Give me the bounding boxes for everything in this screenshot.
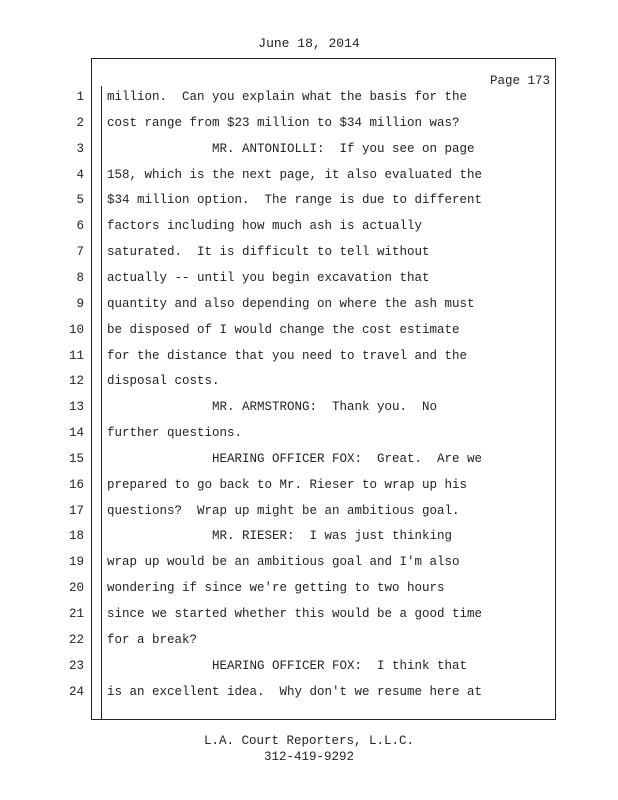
line-text: wondering if since we're getting to two hours — [107, 581, 445, 596]
transcript-line — [0, 426, 618, 452]
transcript-line — [0, 219, 618, 245]
line-number: 8 — [76, 270, 84, 285]
line-text: wrap up would be an ambitious goal and I'm also — [107, 555, 460, 570]
line-number: 10 — [68, 322, 84, 337]
transcript-line — [0, 633, 618, 659]
line-number: 18 — [68, 529, 84, 544]
transcript-line — [0, 271, 618, 297]
line-text: saturated. It is difficult to tell without — [107, 245, 430, 260]
line-text: prepared to go back to Mr. Rieser to wrap up his — [107, 477, 468, 492]
transcript-line — [0, 168, 618, 194]
line-number: 11 — [68, 348, 84, 363]
page-number: Page 173 — [489, 74, 550, 88]
line-number: 3 — [76, 141, 84, 156]
line-text: is an excellent idea. Why don't we resume here at — [107, 684, 483, 699]
transcript-line — [0, 478, 618, 504]
transcript-line — [0, 452, 618, 478]
line-text: MR. RIESER: I was just thinking — [107, 529, 453, 544]
line-number: 15 — [68, 451, 84, 466]
line-number: 21 — [68, 607, 84, 621]
line-text: MR. ARMSTRONG: Thank you. No — [107, 400, 438, 415]
transcript-line — [0, 555, 618, 581]
line-number: 22 — [68, 632, 84, 647]
line-text: be disposed of I would change the cost estimate — [107, 322, 460, 337]
line-number: 24 — [68, 684, 84, 699]
line-number: 7 — [76, 245, 84, 260]
transcript-line — [0, 297, 618, 323]
line-text: HEARING OFFICER FOX: I think that — [107, 658, 468, 673]
line-text: factors including how much ash is actually — [107, 219, 423, 234]
transcript-line — [0, 245, 618, 271]
line-number: 12 — [68, 374, 84, 389]
transcript-line — [0, 116, 618, 142]
line-number: 17 — [68, 503, 84, 518]
line-number: 16 — [68, 477, 84, 492]
line-text: actually -- until you begin excavation that — [107, 270, 430, 285]
line-number: 6 — [76, 219, 84, 234]
line-text: 158, which is the next page, it also evaluated the — [107, 167, 483, 182]
transcript-line — [0, 90, 618, 116]
line-text: questions? Wrap up might be an ambitious goal. — [107, 503, 460, 518]
line-text: million. Can you explain what the basis for the — [107, 90, 468, 104]
line-text: $34 million option. The range is due to different — [107, 193, 483, 208]
line-text: since we started whether this would be a good time — [107, 607, 483, 621]
transcript-line — [0, 607, 618, 633]
line-number: 20 — [68, 581, 84, 596]
line-number: 9 — [76, 296, 84, 311]
line-text: HEARING OFFICER FOX: Great. Are we — [107, 451, 483, 466]
line-number: 1 — [76, 90, 84, 104]
footer — [0, 733, 618, 765]
transcript-line — [0, 581, 618, 607]
line-number: 14 — [68, 426, 84, 441]
line-text: disposal costs. — [107, 374, 220, 389]
transcript-line — [0, 400, 618, 426]
line-text: MR. ANTONIOLLI: If you see on page — [107, 141, 475, 156]
line-text: quantity and also depending on where the ash must — [107, 296, 475, 311]
reporter-phone: 312-419-9292 — [263, 750, 354, 764]
transcript-line — [0, 659, 618, 685]
transcript-line — [0, 374, 618, 400]
line-number: 4 — [76, 167, 84, 182]
line-text: for the distance that you need to travel and the — [107, 348, 468, 363]
transcript-line — [0, 685, 618, 711]
transcript-line — [0, 323, 618, 349]
line-number: 23 — [68, 658, 84, 673]
line-text: further questions. — [107, 426, 243, 441]
reporter-company: L.A. Court Reporters, L.L.C. — [203, 734, 415, 748]
transcript-line — [0, 349, 618, 375]
line-text: cost range from $23 million to $34 million was? — [107, 115, 460, 130]
line-number: 5 — [76, 193, 84, 208]
line-number: 2 — [76, 115, 84, 130]
transcript-line — [0, 193, 618, 219]
line-text: for a break? — [107, 632, 198, 647]
transcript-line — [0, 504, 618, 530]
transcript-line — [0, 142, 618, 168]
line-number: 19 — [68, 555, 84, 570]
line-number: 13 — [68, 400, 84, 415]
transcript-line — [0, 529, 618, 555]
transcript-date: June 18, 2014 — [258, 36, 360, 51]
